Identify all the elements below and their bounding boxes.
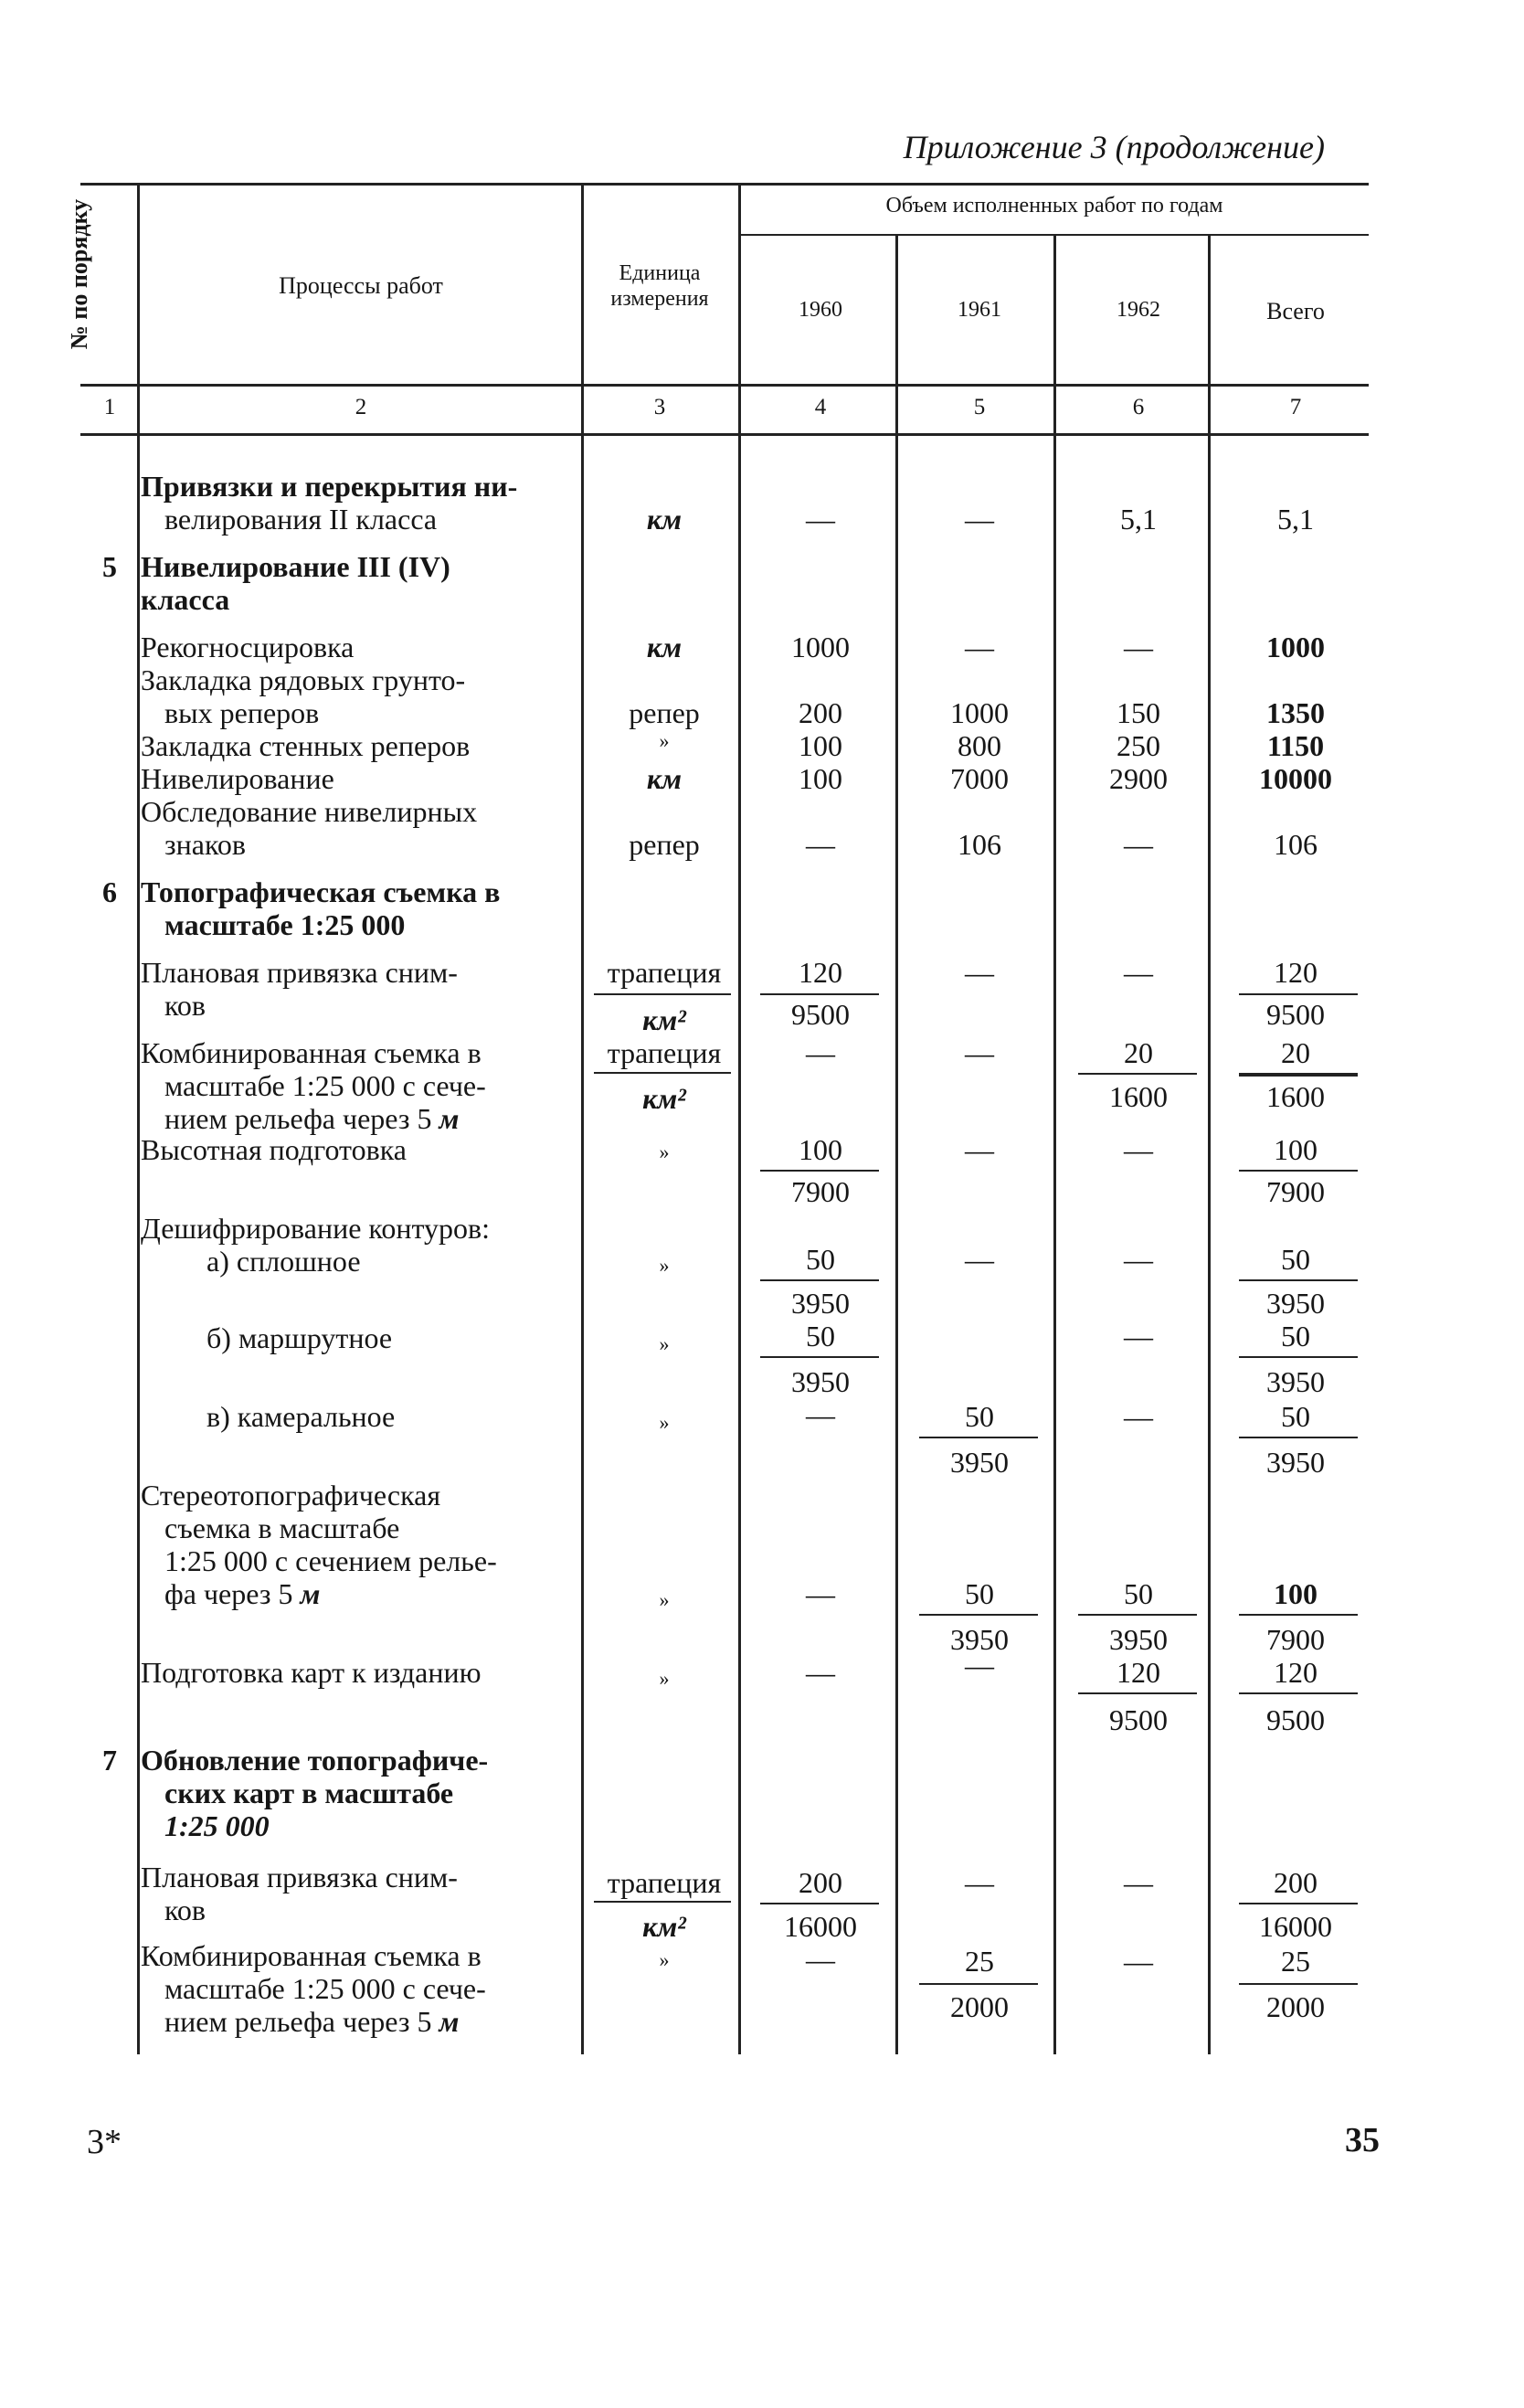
row-total-area: 16000 <box>1259 1910 1332 1943</box>
row-process-line: фа через 5 м <box>164 1577 321 1610</box>
row-total: 100 <box>1274 1577 1318 1610</box>
row-total: 100 <box>1274 1133 1318 1166</box>
row-total-area: 1600 <box>1266 1080 1325 1113</box>
row-process-line: 1:25 000 с сечением релье- <box>164 1544 497 1577</box>
fraction-line <box>1239 1692 1358 1694</box>
row-1960: 50 <box>806 1243 835 1276</box>
col-divider-2 <box>581 183 584 2054</box>
row-1962-area: 3950 <box>1109 1623 1168 1656</box>
fraction-line <box>1078 1073 1197 1075</box>
row-1960-area: 9500 <box>791 998 850 1031</box>
row-total: 5,1 <box>1277 503 1314 536</box>
row-unit: » <box>659 1332 670 1355</box>
row-1961-area: 3950 <box>950 1446 1009 1479</box>
fraction-line <box>1239 1356 1358 1358</box>
fraction-line <box>1239 1437 1358 1438</box>
row-total: 50 <box>1281 1400 1310 1433</box>
row-process-line: Стереотопографическая <box>141 1479 441 1512</box>
row-1962: 20 <box>1124 1036 1153 1069</box>
row-1962: 250 <box>1117 729 1160 762</box>
row-unit: » <box>659 1948 670 1971</box>
fraction-line <box>594 1072 731 1074</box>
row-process-line: Подготовка карт к изданию <box>141 1656 482 1689</box>
row-1962: — <box>1124 1243 1153 1276</box>
row-process-line: Высотная подготовка <box>141 1133 407 1166</box>
colnum-1: 1 <box>103 395 116 419</box>
colnum-bottom-border <box>80 433 1369 436</box>
row-process-line: Дешифрирование контуров: <box>141 1212 490 1245</box>
row-process-line: Плановая привязка сним- <box>141 1861 458 1894</box>
row-process-line: Комбинированная съемка в <box>141 1036 482 1069</box>
row-unit: » <box>659 1667 670 1690</box>
row-process-line: знаков <box>164 828 246 861</box>
row-unit: трапеция <box>607 1036 722 1069</box>
fraction-line <box>760 1903 879 1904</box>
header-1961: 1961 <box>958 298 1001 322</box>
row-unit: » <box>659 1411 670 1434</box>
fraction-line <box>1239 1073 1358 1077</box>
row-total: 106 <box>1274 828 1318 861</box>
section-title: Топографическая съемка в <box>141 875 501 908</box>
fraction-line <box>760 1170 879 1172</box>
row-process-line: Плановая привязка сним- <box>141 956 458 989</box>
fraction-line <box>594 1901 731 1903</box>
row-total: 200 <box>1274 1866 1318 1899</box>
row-1962: 120 <box>1117 1656 1160 1689</box>
row-unit: репер <box>629 696 700 729</box>
col-divider-1 <box>137 183 140 2054</box>
row-unit: » <box>659 1588 670 1611</box>
row-1961: 25 <box>965 1945 994 1978</box>
row-1962: — <box>1124 828 1153 861</box>
colnum-6: 6 <box>1132 395 1145 419</box>
row-process-line: Нивелирование <box>141 762 334 795</box>
row-1962: 5,1 <box>1120 503 1157 536</box>
section-title: класса <box>141 583 230 616</box>
row-1960: — <box>806 503 835 536</box>
fraction-line <box>1239 1170 1358 1172</box>
row-1960: 120 <box>799 956 842 989</box>
row-process-line: в) камеральное <box>206 1400 396 1433</box>
col-divider-4 <box>895 234 898 2054</box>
page-number: 35 <box>1345 2121 1380 2159</box>
row-1961: 106 <box>958 828 1001 861</box>
colnum-7: 7 <box>1289 395 1302 419</box>
row-total: 1150 <box>1266 729 1325 762</box>
row-process-line: Рекогносцировка <box>141 631 355 663</box>
colnum-5: 5 <box>973 395 986 419</box>
row-process-line: б) маршрутное <box>206 1321 393 1354</box>
row-1961: — <box>965 1649 994 1681</box>
fraction-line <box>1078 1692 1197 1694</box>
fraction-line <box>760 993 879 995</box>
row-total-area: 9500 <box>1266 1703 1325 1736</box>
fraction-line <box>1239 1983 1358 1985</box>
header-bottom-border <box>80 384 1369 387</box>
row-process-line: а) сплошное <box>206 1245 361 1278</box>
row-1960: 100 <box>799 729 842 762</box>
row-unit-secondary: км² <box>642 1910 686 1943</box>
row-1962: 150 <box>1117 696 1160 729</box>
row-process-line: масштабе 1:25 000 с сече- <box>164 1069 486 1102</box>
row-process-line: Закладка стенных реперов <box>141 729 471 762</box>
row-total-area: 3950 <box>1266 1446 1325 1479</box>
row-1962: 50 <box>1124 1577 1153 1610</box>
section-number: 6 <box>102 875 117 908</box>
row-1961: — <box>965 956 994 989</box>
row-1960: 100 <box>799 1133 842 1166</box>
fraction-line <box>1239 993 1358 995</box>
row-1961: 7000 <box>950 762 1009 795</box>
row-total: 25 <box>1281 1945 1310 1978</box>
row-total: 120 <box>1274 956 1318 989</box>
row-unit: трапеция <box>607 1866 722 1899</box>
row-total: 20 <box>1281 1036 1310 1069</box>
row-process-line: Обследование нивелирных <box>141 795 478 828</box>
header-total: Всего <box>1266 298 1325 324</box>
row-unit-secondary: км² <box>642 1082 686 1115</box>
section-number: 5 <box>102 550 117 583</box>
row-1961: — <box>965 1866 994 1899</box>
row-1962-area: 1600 <box>1109 1080 1168 1113</box>
section-number: 7 <box>102 1744 117 1777</box>
row-unit-secondary: км² <box>642 1003 686 1036</box>
fraction-line <box>919 1614 1038 1616</box>
row-unit: км <box>646 631 683 663</box>
row-1961: — <box>965 631 994 663</box>
row-1960: 1000 <box>791 631 850 663</box>
row-unit: км <box>646 503 683 536</box>
row-1960: 200 <box>799 696 842 729</box>
row-1960: — <box>806 1943 835 1976</box>
row-1961: — <box>965 1243 994 1276</box>
fraction-line <box>594 993 731 995</box>
row-1960-area: 3950 <box>791 1365 850 1398</box>
row-total-area: 3950 <box>1266 1287 1325 1320</box>
header-process: Процессы работ <box>279 272 443 299</box>
fraction-line <box>1078 1614 1197 1616</box>
row-1961: 800 <box>958 729 1001 762</box>
header-volume: Объем исполненных работ по годам <box>885 194 1223 217</box>
row-total: 120 <box>1274 1656 1318 1689</box>
col-divider-3 <box>738 183 741 2054</box>
section-title: Нивелирование III (IV) <box>141 550 450 583</box>
row-total-area: 2000 <box>1266 1990 1325 2023</box>
fraction-line <box>919 1983 1038 1985</box>
header-number-col: № по порядку <box>66 198 92 350</box>
row-process-line: нием рельефа через 5 м <box>164 2005 460 2038</box>
row-1961-area: 2000 <box>950 1990 1009 2023</box>
fraction-line <box>760 1356 879 1358</box>
row-1961-area: 3950 <box>950 1623 1009 1656</box>
section-title: масштабе 1:25 000 <box>164 908 406 941</box>
row-1960-area: 7900 <box>791 1175 850 1208</box>
colnum-2: 2 <box>355 395 367 419</box>
row-1962: — <box>1124 956 1153 989</box>
signature-mark: 3* <box>87 2123 122 2161</box>
row-process-line: Комбинированная съемка в <box>141 1939 482 1972</box>
colnum-3: 3 <box>653 395 666 419</box>
row-process-line: съемка в масштабе <box>164 1512 400 1544</box>
row-unit: » <box>659 729 670 752</box>
row-1960: — <box>806 1656 835 1689</box>
row-1962: — <box>1124 1866 1153 1899</box>
row-total: 50 <box>1281 1243 1310 1276</box>
row-1960: — <box>806 1398 835 1431</box>
row-1960: — <box>806 828 835 861</box>
row-total: 10000 <box>1259 762 1332 795</box>
row-1960: 100 <box>799 762 842 795</box>
row-process-line: ков <box>164 989 206 1022</box>
fraction-line <box>1239 1279 1358 1281</box>
row-1961: 1000 <box>950 696 1009 729</box>
fraction-line <box>1239 1903 1358 1904</box>
row-total-area: 3950 <box>1266 1365 1325 1398</box>
row-unit: трапеция <box>607 956 722 989</box>
row-process-line: ков <box>164 1894 206 1926</box>
section-title: Обновление топографиче- <box>141 1744 489 1777</box>
row-1962: — <box>1124 631 1153 663</box>
row-1962: — <box>1124 1400 1153 1433</box>
section-title: ских карт в масштабе <box>164 1777 454 1809</box>
section-title: 1:25 000 <box>164 1809 270 1842</box>
row-unit: км <box>646 762 683 795</box>
row-total-area: 7900 <box>1266 1175 1325 1208</box>
row-1962-area: 9500 <box>1109 1703 1168 1736</box>
header-1960: 1960 <box>799 298 842 322</box>
row-unit: » <box>659 1254 670 1277</box>
row-1960: 50 <box>806 1320 835 1353</box>
row-1960: — <box>806 1036 835 1069</box>
row-1961: 50 <box>965 1577 994 1610</box>
row-1961: — <box>965 1133 994 1166</box>
row-1960-area: 16000 <box>784 1910 857 1943</box>
header-unit: Единица измерения <box>610 261 709 311</box>
row-total-area: 7900 <box>1266 1623 1325 1656</box>
row-1960: — <box>806 1577 835 1610</box>
row-1960-area: 3950 <box>791 1287 850 1320</box>
row-process-line: Привязки и перекрытия ни- <box>141 470 518 503</box>
row-process-line: вых реперов <box>164 696 320 729</box>
colnum-4: 4 <box>814 395 827 419</box>
fraction-line <box>760 1279 879 1281</box>
row-unit: репер <box>629 828 700 861</box>
row-1962: — <box>1124 1133 1153 1166</box>
table-top-border <box>80 183 1369 186</box>
row-1962: — <box>1124 1945 1153 1978</box>
row-1961: 50 <box>965 1400 994 1433</box>
row-1961: — <box>965 503 994 536</box>
row-process-line: масштабе 1:25 000 с сече- <box>164 1972 486 2005</box>
row-total: 50 <box>1281 1320 1310 1353</box>
row-total-area: 9500 <box>1266 998 1325 1031</box>
row-process-line: Закладка рядовых грунто- <box>141 663 466 696</box>
row-1960: 200 <box>799 1866 842 1899</box>
appendix-title: Приложение 3 (продолжение) <box>903 129 1325 165</box>
row-total: 1350 <box>1266 696 1325 729</box>
fraction-line <box>919 1437 1038 1438</box>
header-1962: 1962 <box>1117 298 1160 322</box>
fraction-line <box>1239 1614 1358 1616</box>
row-process-line: велирования II класса <box>164 503 438 536</box>
row-unit: » <box>659 1140 670 1163</box>
row-process-line: нием рельефа через 5 м <box>164 1102 460 1135</box>
row-1961: — <box>965 1036 994 1069</box>
row-1962: — <box>1124 1320 1153 1353</box>
row-1962: 2900 <box>1109 762 1168 795</box>
row-total: 1000 <box>1266 631 1325 663</box>
